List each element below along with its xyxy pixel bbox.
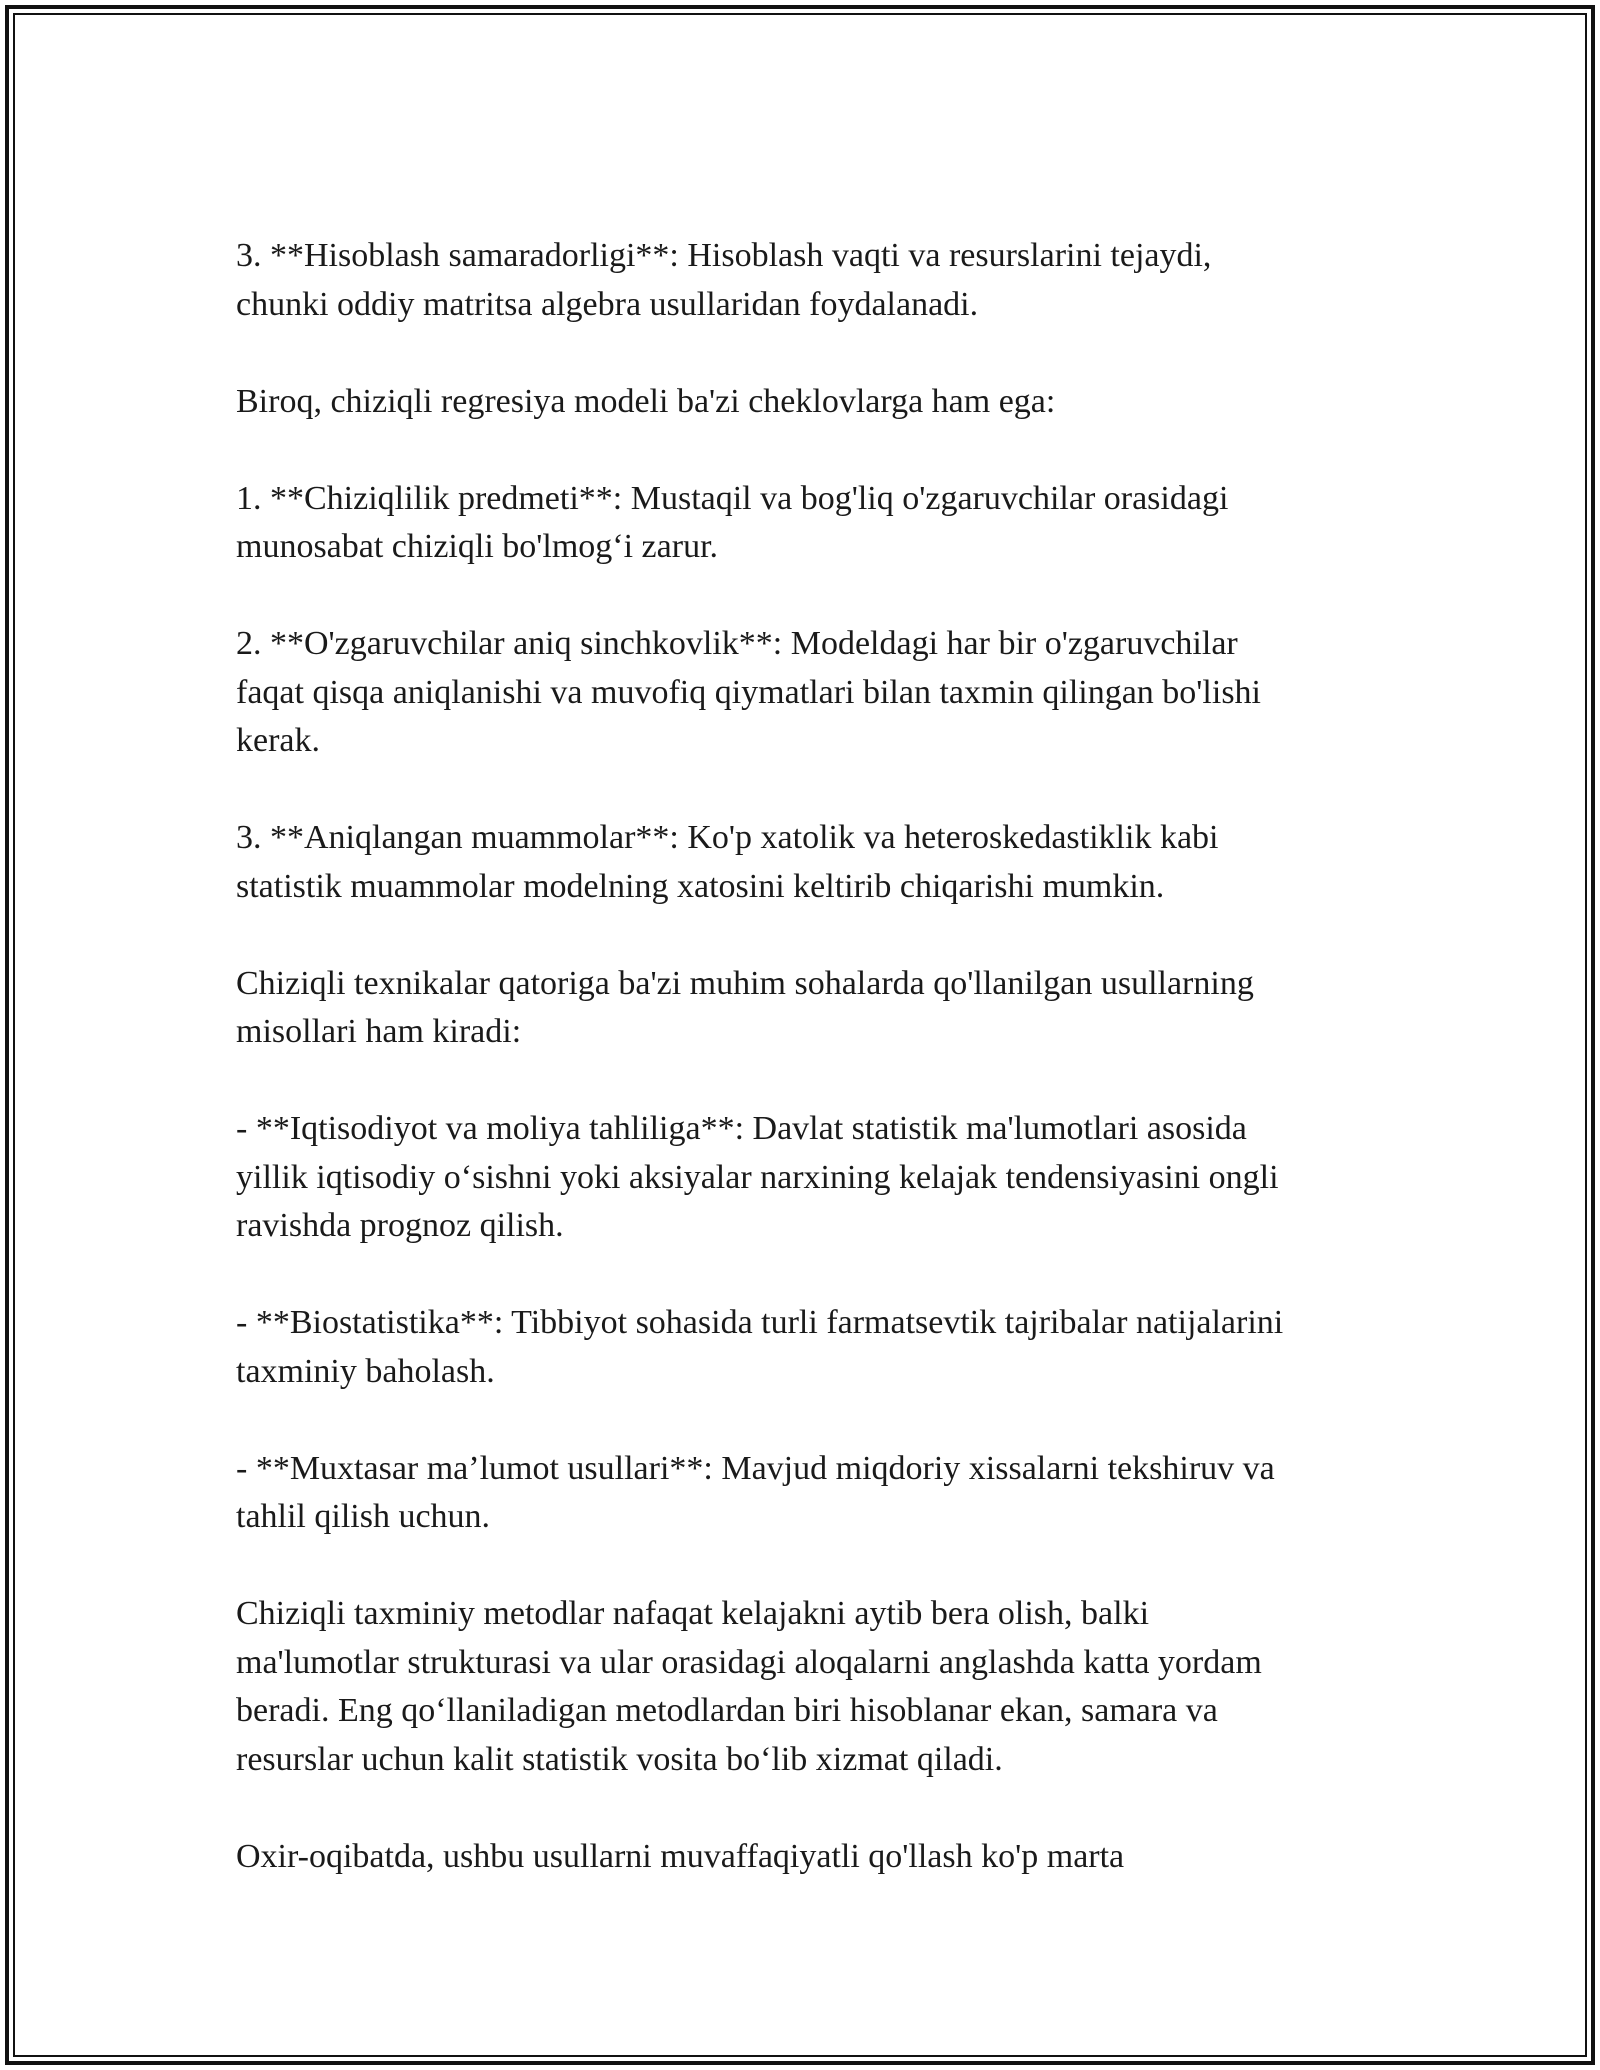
paragraph-variable-precision: 2. **O'zgaruvchilar aniq sinchkovlik**: Modeldagi har bir o'zgaruvchilar faqat qisqa aniqlanishi va muvofiq qiymatlari bilan taxmin qilingan bo'lishi kerak.: [236, 625, 1261, 759]
document-body: [236, 232, 1386, 1881]
paragraph-summary-methods: - **Muxtasar ma’lumot usullari**: Mavjud miqdoriy xissalarni tekshiruv va tahlil qilish uchun.: [236, 1449, 1275, 1535]
paragraph-computational-efficiency: 3. **Hisoblash samaradorligi**: Hisoblash vaqti va resurslarini tejaydi, chunki oddiy matritsa algebra usullaridan foydalanadi.: [236, 237, 1212, 323]
paragraph-identified-problems: 3. **Aniqlangan muammolar**: Ko'p xatolik va heteroskedastiklik kabi statistik muammolar modelning xatosini keltirib chiqarishi mumkin.: [236, 819, 1219, 905]
paragraph-applications-intro: Chiziqli texnikalar qatoriga ba'zi muhim sohalarda qo'llanilgan usullarning misollari ham kiradi:: [236, 964, 1254, 1050]
paragraph-economics-finance: - **Iqtisodiyot va moliya tahliliga**: Davlat statistik ma'lumotlari asosida yillik iqtisodiy o‘sishni yoki aksiyalar narxining kelajak tendensiyasini ongli ravishda prognoz qilish.: [236, 1110, 1279, 1244]
paragraph-conclusion: Chiziqli taxminiy metodlar nafaqat kelajakni aytib bera olish, balki ma'lumotlar strukturasi va ular orasidagi aloqalarni anglashda katta yordam beradi. Eng qo‘llaniladigan metodlardan biri hisoblanar ekan, samara va resurslar uchun kalit statistik vosita bo‘lib xizmat qiladi.: [236, 1595, 1262, 1778]
paragraph-final-partial: Oxir-oqibatda, ushbu usullarni muvaffaqiyatli qo'llash ko'p marta: [236, 1837, 1125, 1875]
paragraph-linearity-requirement: 1. **Chiziqlilik predmeti**: Mustaqil va bog'liq o'zgaruvchilar orasidagi munosabat chiziqli bo'lmog‘i zarur.: [236, 479, 1229, 565]
paragraph-limitations-intro: Biroq, chiziqli regresiya modeli ba'zi cheklovlarga ham ega:: [236, 382, 1056, 420]
paragraph-biostatistics: - **Biostatistika**: Tibbiyot sohasida turli farmatsevtik tajribalar natijalarini taxminiy baholash.: [236, 1304, 1284, 1390]
